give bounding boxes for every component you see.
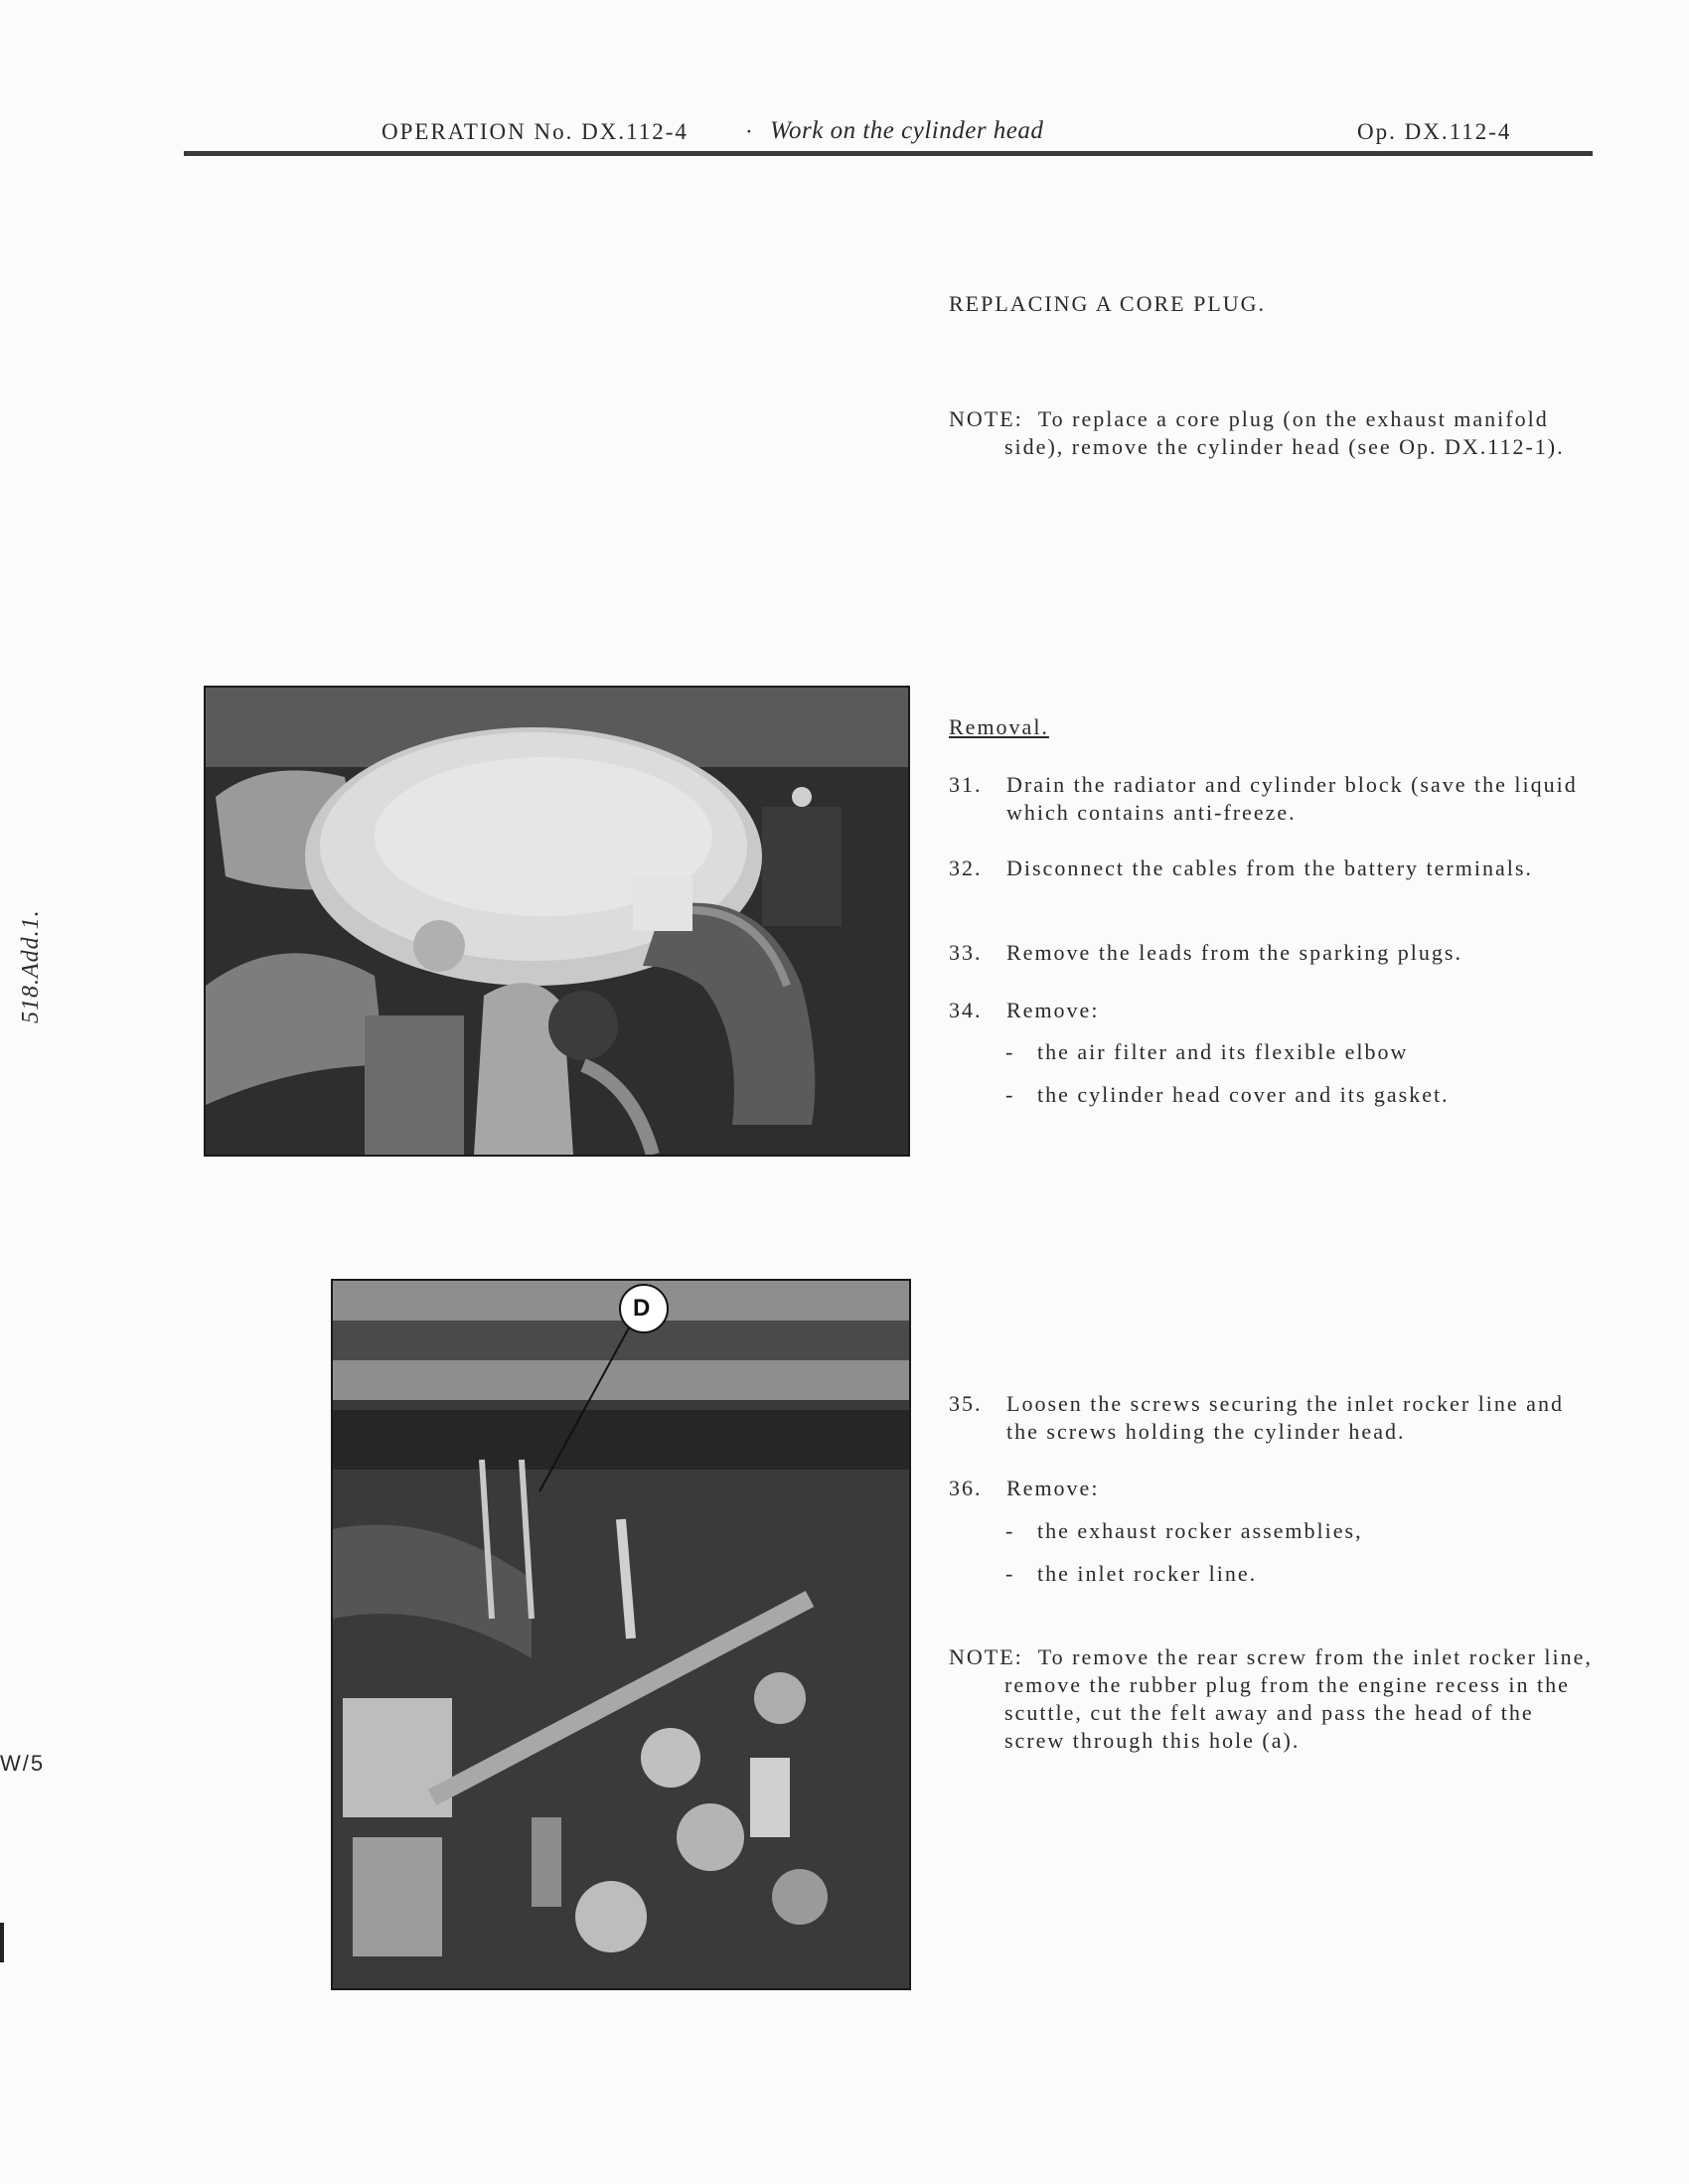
photo-rocker-assemblies (331, 1279, 911, 1990)
step-36-item (1005, 1517, 1592, 1545)
callout-d-label: D (633, 1295, 651, 1322)
header-separator: · (745, 119, 755, 144)
list-dash: - (1005, 1039, 1015, 1064)
header-operation: OPERATION No. DX.112-4 (382, 119, 689, 144)
list-dash: - (1005, 1561, 1015, 1586)
step-32 (949, 855, 1595, 882)
step-text: Remove: (1006, 1476, 1100, 1500)
section-title: REPLACING A CORE PLUG. (949, 291, 1267, 316)
step-number: 34. (949, 998, 983, 1022)
step-34-item (1005, 1081, 1592, 1109)
margin-bar (0, 1923, 4, 1962)
step-33 (949, 939, 1595, 967)
engine-bay-illustration (206, 688, 908, 1155)
step-text: Loosen the screws securing the inlet rocker line and the screws holding the cylinder head. (1006, 1391, 1564, 1444)
list-item-text: the cylinder head cover and its gasket. (1037, 1082, 1450, 1107)
step-text: Remove: (1006, 998, 1100, 1022)
note-rear-screw (949, 1643, 1595, 1755)
note-label: NOTE: (949, 1644, 1023, 1669)
header-rule (184, 151, 1593, 156)
step-text: Disconnect the cables from the battery terminals. (1006, 856, 1533, 880)
step-text: Drain the radiator and cylinder block (save the liquid which contains anti-freeze. (1006, 772, 1578, 825)
list-item-text: the exhaust rocker assemblies, (1037, 1518, 1363, 1543)
note-text: To replace a core plug (on the exhaust manifold side), remove the cylinder head (see Op. DX.112-1). (1004, 406, 1565, 459)
list-item-text: the inlet rocker line. (1037, 1561, 1258, 1586)
step-34-item (1005, 1038, 1592, 1066)
margin-code: W/5 (0, 1751, 46, 1776)
step-number: 32. (949, 856, 983, 880)
side-reference: 518.Add.1. (18, 909, 44, 1023)
step-number: 36. (949, 1476, 983, 1500)
header-title: Work on the cylinder head (770, 117, 1044, 144)
step-36 (949, 1475, 1595, 1502)
step-number: 35. (949, 1391, 983, 1416)
step-31 (949, 771, 1595, 827)
removal-heading: Removal. (949, 714, 1049, 739)
note-text: To remove the rear screw from the inlet rocker line, remove the rubber plug from the engine recess in the scuttle, cut the felt away and pass the head of the screw through this hole (a). (1004, 1644, 1593, 1753)
note-label: NOTE: (949, 406, 1023, 431)
step-number: 31. (949, 772, 983, 797)
step-35 (949, 1390, 1595, 1446)
step-34 (949, 997, 1595, 1024)
step-text: Remove the leads from the sparking plugs. (1006, 940, 1462, 965)
list-dash: - (1005, 1518, 1015, 1543)
list-dash: - (1005, 1082, 1015, 1107)
header-op-ref: Op. DX.112-4 (1357, 119, 1512, 144)
step-36-item (1005, 1560, 1592, 1588)
list-item-text: the air filter and its flexible elbow (1037, 1039, 1409, 1064)
step-number: 33. (949, 940, 983, 965)
note-core-plug (949, 405, 1595, 461)
photo-air-filter (204, 686, 910, 1157)
cylinder-head-illustration (333, 1281, 909, 1988)
